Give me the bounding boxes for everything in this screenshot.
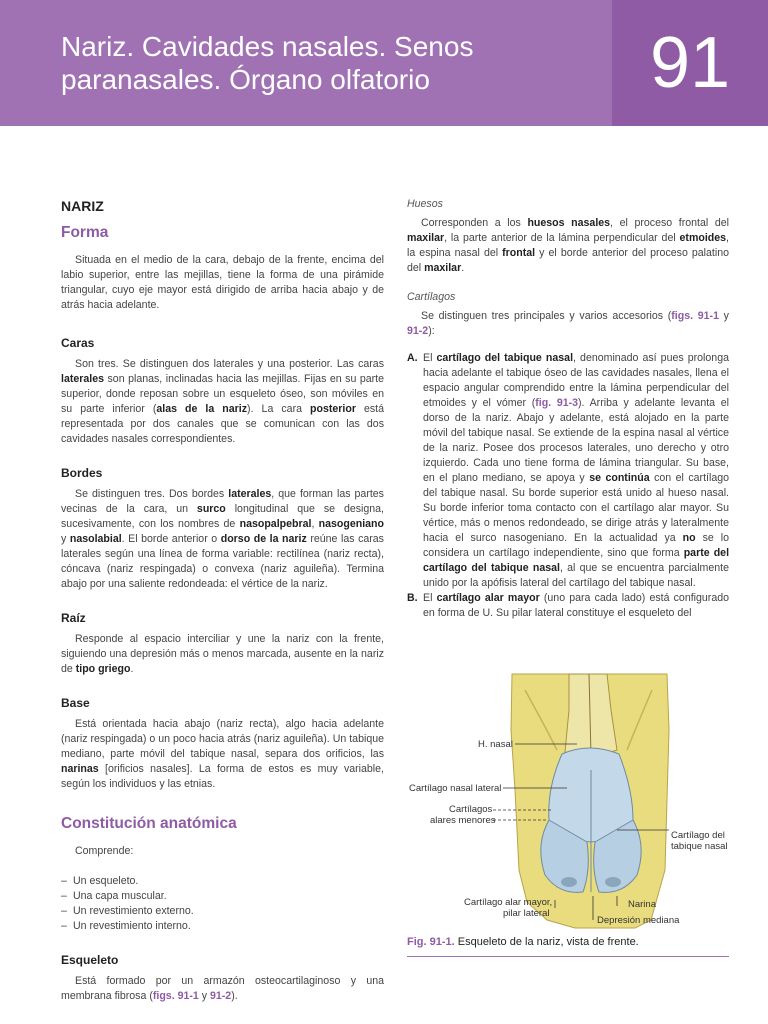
figure-link[interactable]: figs. 91-1 — [152, 990, 199, 1002]
paragraph-comprende: Comprende: — [75, 845, 134, 857]
right-column — [407, 197, 729, 621]
label-alar-mayor-2: pilar lateral — [503, 908, 550, 919]
list-item: – Un revestimiento interno. — [61, 919, 384, 934]
list-item-a: A. El cartílago del tabique nasal, denominado así pues prolonga hacia adelante el tabique óseo de las cavidades nasales, llena el espacio angular comprendido entre la lámina perpendicular del etmoides y el vómer (fig. 91-3). Arriba y adelante levanta el dorso de la nariz. Abajo y adelante, está alojado en la parte móvil del tabique nasal. Se extiende de la espina nasal al vértice de la nariz. Posee dos procesos laterales, uno derecho y otro izquierdo. Cada uno tiene forma de lámina triangular. Su base, en el plano mediano, se apoya y se continúa con el cartílago del tabique nasal. Su borde superior está unido al hueso nasal. Su borde inferior toma contacto con el cartílago alar mayor. Su vértice, más o menos redondeado, se dirige atrás y lateralmente hacia el surco nasogeniano. En la actualidad ya no se lo considera un cartílago independiente, sino que forma parte del cartílago del tabique nasal, al que se encuentra parcialmente unido por la apófisis lateral del cartílago del tabique nasal. — [407, 352, 730, 589]
chapter-title: Nariz. Cavidades nasales. Senos paranasales. Órgano olfatorio — [61, 31, 474, 95]
label-alares-menores-1: Cartílagos — [449, 804, 493, 815]
heading-base: Base — [61, 696, 90, 710]
heading-raiz: Raíz — [61, 611, 86, 625]
paragraph-forma: Situada en el medio de la cara, debajo de la frente, encima del labio superior, entre las mejillas, tiene la forma de una pirámide triangular, cuyo eje mayor está dirigido de arriba hacia abajo y de atrás hacia adelante. — [61, 254, 384, 311]
label-tabique-1: Cartílago del — [671, 830, 725, 841]
list-item-b: B. El cartílago alar mayor (uno para cada lado) está configurado en forma de U. Su pilar lateral constituye el esqueleto del — [407, 592, 730, 619]
label-h-nasal: H. nasal — [478, 739, 513, 750]
label-alar-mayor-1: Cartílago alar mayor, — [464, 897, 553, 908]
label-cartilago-nasal-lateral: Cartílago nasal lateral — [409, 783, 502, 794]
figure-link[interactable]: figs. 91-1 — [671, 310, 719, 322]
figure-link[interactable]: fig. 91-3 — [535, 397, 579, 409]
paragraph-bordes: Se distinguen tres. Dos bordes laterales, que forman las partes vecinas de la cara, un surco longitudinal que se designa, sucesivamente, con los nombres de nasopalpebral, nasogeniano y nasolabial. El borde anterior o dorso de la nariz reúne las caras laterales según una línea de forma variable: rectilínea (nariz recta), cóncava (nariz respingada) o convexa (nariz aguileña). Termina abajo por una saliente redondeada: el vértice de la nariz. — [61, 488, 385, 590]
subheading-cartilagos: Cartílagos — [407, 291, 456, 303]
paragraph-cartilagos: Se distinguen tres principales y varios accesorios (figs. 91-1 y 91-2): — [407, 310, 729, 337]
paragraph-esqueleto: Está formado por un armazón osteocartilaginoso y una membrana fibrosa (figs. 91-1 y 91-2). — [61, 975, 384, 1002]
nose-skeleton-figure — [407, 670, 729, 932]
label-tabique-2: tabique nasal — [671, 841, 728, 852]
label-depresion-mediana: Depresión mediana — [597, 915, 680, 926]
paragraph-base: Está orientada hacia abajo (nariz recta), algo hacia adelante (nariz respingada) o un poco hacia atrás (nariz aguileña). Un tabique mediano, parte móvil del tabique nasal, separa dos orificios, las narinas [orificios nasales]. La forma de estos es muy variable, según los individuos y las etnias. — [61, 718, 384, 790]
label-narina: Narina — [628, 899, 656, 910]
subheading-huesos: Huesos — [407, 198, 443, 210]
section-heading-nariz: NARIZ — [61, 198, 104, 214]
nostril-right — [605, 877, 621, 887]
constitucion-list — [61, 874, 384, 934]
list-item: – Un revestimiento externo. — [61, 904, 384, 919]
paragraph-huesos: Corresponden a los huesos nasales, el proceso frontal del maxilar, la parte anterior de la lámina perpendicular del etmoides, la espina nasal del frontal y el borde anterior del proceso palatino del maxilar. — [407, 217, 730, 274]
heading-forma: Forma — [61, 224, 109, 241]
paragraph-caras: Son tres. Se distinguen dos laterales y una posterior. Las caras laterales son planas, inclinadas hacia las mejillas. Fijas en su parte superior, donde reposan sobre un esqueleto óseo, son móviles en su parte inferior (alas de la nariz). La cara posterior está representada por dos canales que se comunican con las dos cavidades nasales correspondientes. — [61, 358, 385, 445]
heading-bordes: Bordes — [61, 466, 103, 480]
figure-link[interactable]: 91-2 — [209, 990, 232, 1002]
heading-constitucion: Constitución anatómica — [61, 815, 237, 832]
heading-caras: Caras — [61, 336, 95, 350]
figure-link[interactable]: 91-2 — [407, 325, 429, 337]
paragraph-raiz: Responde al espacio interciliar y une la nariz con la frente, siguiendo una depresión más o menos marcada, ausente en la nariz de tipo griego. — [61, 633, 384, 675]
list-item: – Un esqueleto. — [61, 874, 384, 889]
nostril-left — [561, 877, 577, 887]
left-column — [61, 197, 384, 1004]
list-item: – Una capa muscular. — [61, 889, 384, 904]
heading-esqueleto: Esqueleto — [61, 953, 119, 967]
chapter-number: 91 — [649, 23, 731, 103]
figure-caption: Fig. 91-1. Esqueleto de la nariz, vista de frente. — [407, 936, 729, 957]
label-alares-menores-2: alares menores — [430, 815, 496, 826]
